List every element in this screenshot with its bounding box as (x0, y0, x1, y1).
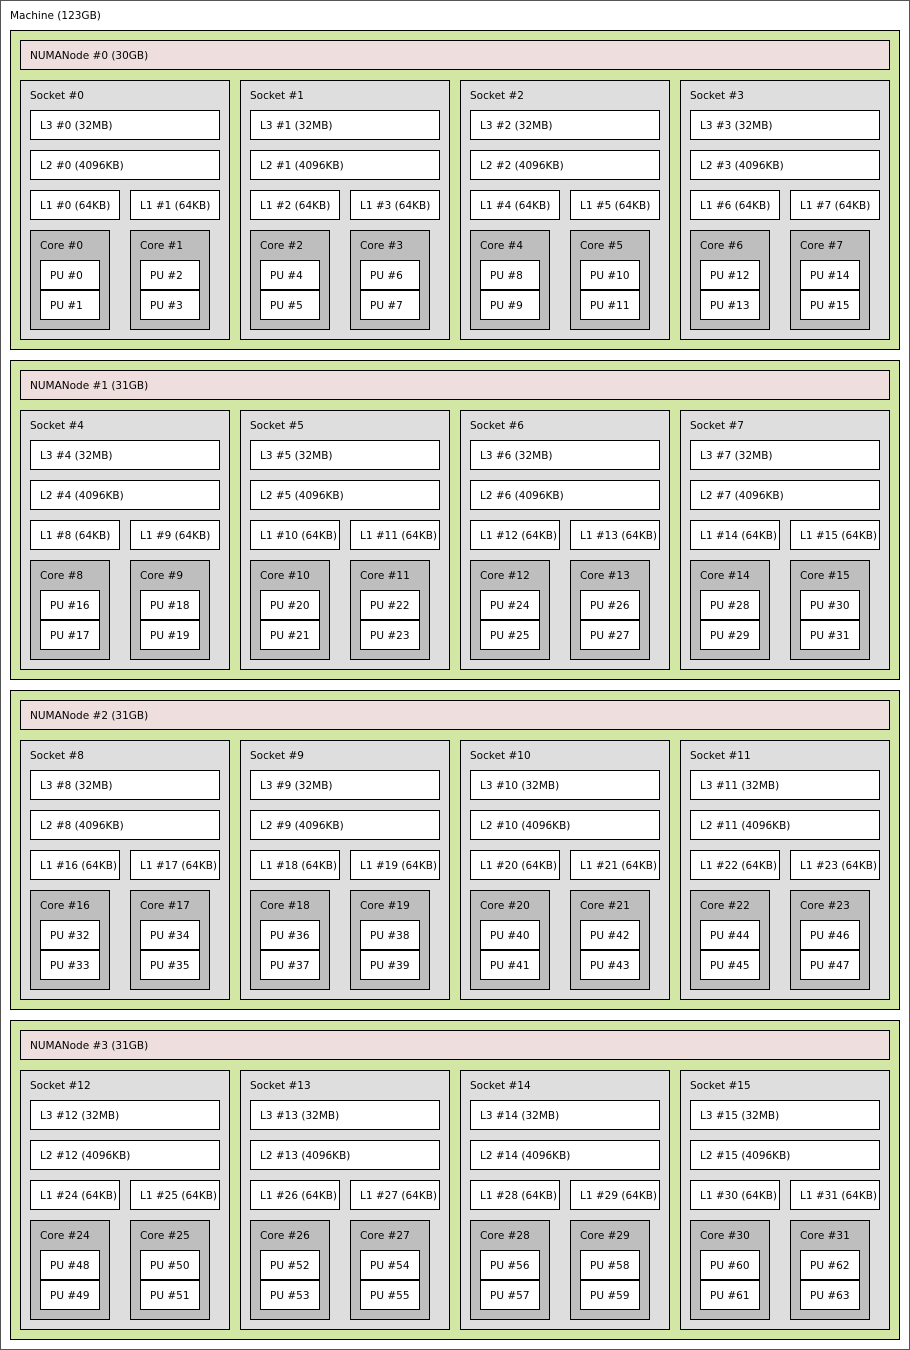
l1-cache-label: L1 #19 (64KB) (360, 860, 438, 872)
pu-label: PU #34 (150, 930, 190, 942)
l2-cache-label: L2 #4 (4096KB) (40, 490, 124, 502)
core-label: Core #8 (40, 570, 84, 582)
socket-label: Socket #15 (690, 1080, 751, 1092)
l2-cache-label: L2 #7 (4096KB) (700, 490, 784, 502)
pu-label: PU #32 (50, 930, 90, 942)
pu-label: PU #17 (50, 630, 90, 642)
pu-label: PU #27 (590, 630, 630, 642)
core-label: Core #4 (480, 240, 524, 252)
pu-label: PU #12 (710, 270, 750, 282)
l2-cache-label: L2 #6 (4096KB) (480, 490, 564, 502)
l2-cache-label: L2 #13 (4096KB) (260, 1150, 351, 1162)
l1-cache-label: L1 #25 (64KB) (140, 1190, 218, 1202)
core-label: Core #2 (260, 240, 304, 252)
pu-label: PU #18 (150, 600, 190, 612)
l3-cache-label: L3 #0 (32MB) (40, 120, 113, 132)
pu-label: PU #57 (490, 1290, 530, 1302)
pu-label: PU #43 (590, 960, 630, 972)
l1-cache-label: L1 #29 (64KB) (580, 1190, 658, 1202)
socket-label: Socket #5 (250, 420, 304, 432)
l3-cache-label: L3 #13 (32MB) (260, 1110, 340, 1122)
l3-cache-label: L3 #10 (32MB) (480, 780, 560, 792)
pu-label: PU #9 (490, 300, 523, 312)
l3-cache-label: L3 #8 (32MB) (40, 780, 113, 792)
pu-label: PU #36 (270, 930, 310, 942)
pu-label: PU #53 (270, 1290, 310, 1302)
core-label: Core #31 (800, 1230, 850, 1242)
l1-cache-label: L1 #24 (64KB) (40, 1190, 118, 1202)
machine-label: Machine (123GB) (10, 10, 101, 22)
pu-label: PU #5 (270, 300, 303, 312)
numa-node-label: NUMANode #3 (31GB) (30, 1040, 149, 1052)
pu-label: PU #35 (150, 960, 190, 972)
pu-label: PU #42 (590, 930, 630, 942)
pu-label: PU #48 (50, 1260, 90, 1272)
pu-label: PU #29 (710, 630, 750, 642)
core-label: Core #10 (260, 570, 310, 582)
core-label: Core #19 (360, 900, 410, 912)
l1-cache-label: L1 #13 (64KB) (580, 530, 658, 542)
l2-cache-label: L2 #9 (4096KB) (260, 820, 344, 832)
numa-node-label: NUMANode #0 (30GB) (30, 50, 149, 62)
core-label: Core #14 (700, 570, 750, 582)
l1-cache-label: L1 #1 (64KB) (140, 200, 211, 212)
l1-cache-label: L1 #8 (64KB) (40, 530, 111, 542)
l1-cache-label: L1 #6 (64KB) (700, 200, 771, 212)
core-label: Core #9 (140, 570, 184, 582)
pu-label: PU #39 (370, 960, 410, 972)
l1-cache-label: L1 #3 (64KB) (360, 200, 431, 212)
socket-label: Socket #2 (470, 90, 524, 102)
core-label: Core #26 (260, 1230, 310, 1242)
l3-cache-label: L3 #11 (32MB) (700, 780, 780, 792)
l3-cache-label: L3 #7 (32MB) (700, 450, 773, 462)
core-label: Core #22 (700, 900, 750, 912)
core-label: Core #16 (40, 900, 90, 912)
l3-cache-label: L3 #5 (32MB) (260, 450, 333, 462)
pu-label: PU #31 (810, 630, 850, 642)
core-label: Core #5 (580, 240, 624, 252)
socket-label: Socket #11 (690, 750, 751, 762)
core-label: Core #0 (40, 240, 84, 252)
pu-label: PU #55 (370, 1290, 410, 1302)
core-label: Core #23 (800, 900, 850, 912)
pu-label: PU #47 (810, 960, 850, 972)
l1-cache-label: L1 #23 (64KB) (800, 860, 878, 872)
socket-label: Socket #6 (470, 420, 524, 432)
socket-label: Socket #12 (30, 1080, 91, 1092)
pu-label: PU #3 (150, 300, 183, 312)
pu-label: PU #50 (150, 1260, 190, 1272)
socket-label: Socket #9 (250, 750, 304, 762)
pu-label: PU #44 (710, 930, 750, 942)
pu-label: PU #37 (270, 960, 310, 972)
pu-label: PU #49 (50, 1290, 90, 1302)
socket-label: Socket #7 (690, 420, 744, 432)
pu-label: PU #7 (370, 300, 403, 312)
pu-label: PU #6 (370, 270, 403, 282)
l2-cache-label: L2 #2 (4096KB) (480, 160, 564, 172)
l1-cache-label: L1 #0 (64KB) (40, 200, 111, 212)
core-label: Core #20 (480, 900, 530, 912)
pu-label: PU #11 (590, 300, 630, 312)
socket-label: Socket #13 (250, 1080, 311, 1092)
core-label: Core #6 (700, 240, 744, 252)
pu-label: PU #51 (150, 1290, 190, 1302)
pu-label: PU #20 (270, 600, 310, 612)
core-label: Core #3 (360, 240, 404, 252)
pu-label: PU #62 (810, 1260, 850, 1272)
pu-label: PU #46 (810, 930, 850, 942)
l2-cache-label: L2 #0 (4096KB) (40, 160, 124, 172)
pu-label: PU #54 (370, 1260, 410, 1272)
socket-label: Socket #0 (30, 90, 84, 102)
l1-cache-label: L1 #12 (64KB) (480, 530, 558, 542)
numa-node-header (20, 700, 890, 730)
pu-label: PU #33 (50, 960, 90, 972)
core-label: Core #24 (40, 1230, 90, 1242)
l1-cache-label: L1 #27 (64KB) (360, 1190, 438, 1202)
socket-label: Socket #8 (30, 750, 84, 762)
numa-node-header (20, 370, 890, 400)
l2-cache-label: L2 #1 (4096KB) (260, 160, 344, 172)
l3-cache-label: L3 #6 (32MB) (480, 450, 553, 462)
pu-label: PU #30 (810, 600, 850, 612)
pu-label: PU #63 (810, 1290, 850, 1302)
l1-cache-label: L1 #2 (64KB) (260, 200, 331, 212)
l1-cache-label: L1 #15 (64KB) (800, 530, 878, 542)
core-label: Core #15 (800, 570, 850, 582)
l2-cache-label: L2 #8 (4096KB) (40, 820, 124, 832)
pu-label: PU #0 (50, 270, 83, 282)
pu-label: PU #61 (710, 1290, 750, 1302)
pu-label: PU #58 (590, 1260, 630, 1272)
core-label: Core #29 (580, 1230, 630, 1242)
l2-cache-label: L2 #3 (4096KB) (700, 160, 784, 172)
pu-label: PU #4 (270, 270, 303, 282)
pu-label: PU #60 (710, 1260, 750, 1272)
core-label: Core #17 (140, 900, 190, 912)
numa-node-header (20, 40, 890, 70)
l3-cache-label: L3 #9 (32MB) (260, 780, 333, 792)
l1-cache-label: L1 #11 (64KB) (360, 530, 438, 542)
pu-label: PU #38 (370, 930, 410, 942)
pu-label: PU #1 (50, 300, 83, 312)
pu-label: PU #15 (810, 300, 850, 312)
core-label: Core #13 (580, 570, 630, 582)
l1-cache-label: L1 #30 (64KB) (700, 1190, 778, 1202)
l1-cache-label: L1 #5 (64KB) (580, 200, 651, 212)
pu-label: PU #40 (490, 930, 530, 942)
l1-cache-label: L1 #16 (64KB) (40, 860, 118, 872)
pu-label: PU #13 (710, 300, 750, 312)
l1-cache-label: L1 #28 (64KB) (480, 1190, 558, 1202)
core-label: Core #21 (580, 900, 630, 912)
l1-cache-label: L1 #17 (64KB) (140, 860, 218, 872)
l2-cache-label: L2 #10 (4096KB) (480, 820, 571, 832)
l3-cache-label: L3 #2 (32MB) (480, 120, 553, 132)
socket-label: Socket #10 (470, 750, 531, 762)
pu-label: PU #28 (710, 600, 750, 612)
l3-cache-label: L3 #3 (32MB) (700, 120, 773, 132)
l1-cache-label: L1 #20 (64KB) (480, 860, 558, 872)
numa-node-label: NUMANode #1 (31GB) (30, 380, 149, 392)
core-label: Core #30 (700, 1230, 750, 1242)
pu-label: PU #41 (490, 960, 530, 972)
core-label: Core #12 (480, 570, 530, 582)
core-label: Core #1 (140, 240, 184, 252)
pu-label: PU #52 (270, 1260, 310, 1272)
l1-cache-label: L1 #4 (64KB) (480, 200, 551, 212)
l3-cache-label: L3 #12 (32MB) (40, 1110, 120, 1122)
l3-cache-label: L3 #14 (32MB) (480, 1110, 560, 1122)
l2-cache-label: L2 #12 (4096KB) (40, 1150, 131, 1162)
core-label: Core #7 (800, 240, 844, 252)
socket-label: Socket #3 (690, 90, 744, 102)
l1-cache-label: L1 #26 (64KB) (260, 1190, 338, 1202)
core-label: Core #25 (140, 1230, 190, 1242)
l1-cache-label: L1 #14 (64KB) (700, 530, 778, 542)
pu-label: PU #14 (810, 270, 850, 282)
core-label: Core #11 (360, 570, 410, 582)
l1-cache-label: L1 #10 (64KB) (260, 530, 338, 542)
l3-cache-label: L3 #4 (32MB) (40, 450, 113, 462)
l2-cache-label: L2 #5 (4096KB) (260, 490, 344, 502)
pu-label: PU #59 (590, 1290, 630, 1302)
pu-label: PU #25 (490, 630, 530, 642)
numa-node-header (20, 1030, 890, 1060)
pu-label: PU #22 (370, 600, 410, 612)
core-label: Core #18 (260, 900, 310, 912)
l1-cache-label: L1 #7 (64KB) (800, 200, 871, 212)
l1-cache-label: L1 #9 (64KB) (140, 530, 211, 542)
l1-cache-label: L1 #31 (64KB) (800, 1190, 878, 1202)
l2-cache-label: L2 #11 (4096KB) (700, 820, 791, 832)
l2-cache-label: L2 #15 (4096KB) (700, 1150, 791, 1162)
pu-label: PU #26 (590, 600, 630, 612)
socket-label: Socket #1 (250, 90, 304, 102)
socket-label: Socket #14 (470, 1080, 531, 1092)
core-label: Core #27 (360, 1230, 410, 1242)
l1-cache-label: L1 #22 (64KB) (700, 860, 778, 872)
numa-node-label: NUMANode #2 (31GB) (30, 710, 149, 722)
l2-cache-label: L2 #14 (4096KB) (480, 1150, 571, 1162)
pu-label: PU #2 (150, 270, 183, 282)
pu-label: PU #16 (50, 600, 90, 612)
pu-label: PU #19 (150, 630, 190, 642)
core-label: Core #28 (480, 1230, 530, 1242)
l3-cache-label: L3 #1 (32MB) (260, 120, 333, 132)
pu-label: PU #10 (590, 270, 630, 282)
pu-label: PU #45 (710, 960, 750, 972)
l1-cache-label: L1 #21 (64KB) (580, 860, 658, 872)
pu-label: PU #21 (270, 630, 310, 642)
l1-cache-label: L1 #18 (64KB) (260, 860, 338, 872)
pu-label: PU #24 (490, 600, 530, 612)
l3-cache-label: L3 #15 (32MB) (700, 1110, 780, 1122)
pu-label: PU #23 (370, 630, 410, 642)
pu-label: PU #56 (490, 1260, 530, 1272)
pu-label: PU #8 (490, 270, 523, 282)
socket-label: Socket #4 (30, 420, 84, 432)
